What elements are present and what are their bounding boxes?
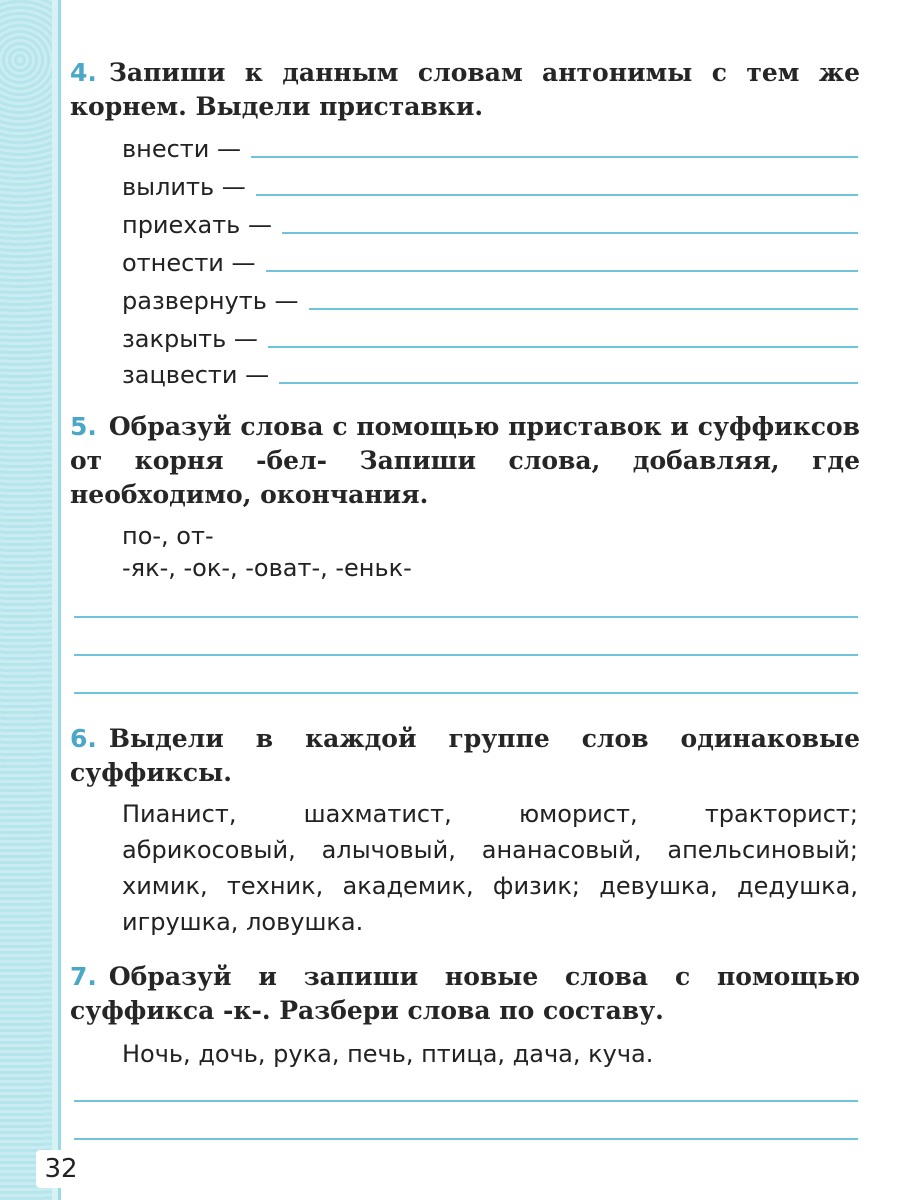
answer-line[interactable] [268, 346, 858, 348]
task-5-instruction [70, 410, 860, 512]
task-4-row-7 [122, 354, 858, 390]
task-4-row-2 [122, 166, 858, 202]
answer-line[interactable] [282, 232, 858, 234]
task-4-row-5 [122, 280, 858, 316]
task-4-number: 4. [70, 58, 97, 87]
answer-line[interactable] [74, 616, 858, 618]
task-4-word: вылить — [122, 173, 246, 201]
answer-line[interactable] [251, 156, 858, 158]
answer-line[interactable] [279, 382, 858, 384]
task-6-words: Пианист, шахматист, юморист, тракторист; абрикосовый, алычовый, ананасовый, апельсиновый; химик, техник, академик, физик; девушка, дедушка, игрушка, ловушка. [122, 800, 858, 936]
task-7-instruction [70, 960, 860, 1028]
page-number: 32 [36, 1150, 86, 1188]
task-5-suffixes: -як-, -ок-, -оват-, -еньк- [122, 554, 412, 582]
task-7-number: 7. [70, 962, 97, 991]
task-4-word: внести — [122, 135, 242, 163]
answer-line[interactable] [256, 194, 858, 196]
task-6-instruction [70, 722, 860, 790]
task-4-word: зацвести — [122, 361, 270, 389]
task-4-row-4 [122, 242, 858, 278]
task-4-word: приехать — [122, 211, 272, 239]
answer-line[interactable] [74, 1100, 858, 1102]
answer-line[interactable] [74, 654, 858, 656]
task-5-text: Образуй слова с помощью приставок и суффиксов от корня -бел- Запиши слова, добавляя, где необходимо, окончания. [70, 412, 860, 509]
task-4-row-1 [122, 128, 858, 164]
task-4-word: отнести — [122, 249, 256, 277]
page-margin-decoration [0, 0, 52, 1200]
answer-line[interactable] [309, 308, 859, 310]
task-6-number: 6. [70, 724, 97, 753]
task-4-row-6 [122, 318, 858, 354]
task-4-text: Запиши к данным словам антонимы с тем же корнем. Выдели приставки. [70, 58, 860, 121]
task-5-number: 5. [70, 412, 97, 441]
task-4-word: развернуть — [122, 287, 299, 315]
answer-line[interactable] [74, 1138, 858, 1140]
task-4-word: закрыть — [122, 325, 258, 353]
task-4-instruction [70, 56, 860, 124]
task-7-text: Образуй и запиши новые слова с помощью суффикса -к-. Разбери слова по составу. [70, 962, 860, 1025]
task-5-prefixes: по-, от- [122, 522, 214, 550]
answer-line[interactable] [74, 692, 858, 694]
task-4-row-3 [122, 204, 858, 240]
page-margin-line [58, 0, 61, 1200]
answer-line[interactable] [266, 270, 858, 272]
task-6-text: Выдели в каждой группе слов одинаковые суффиксы. [70, 724, 860, 787]
task-7-words: Ночь, дочь, рука, печь, птица, дача, куча. [122, 1040, 654, 1068]
